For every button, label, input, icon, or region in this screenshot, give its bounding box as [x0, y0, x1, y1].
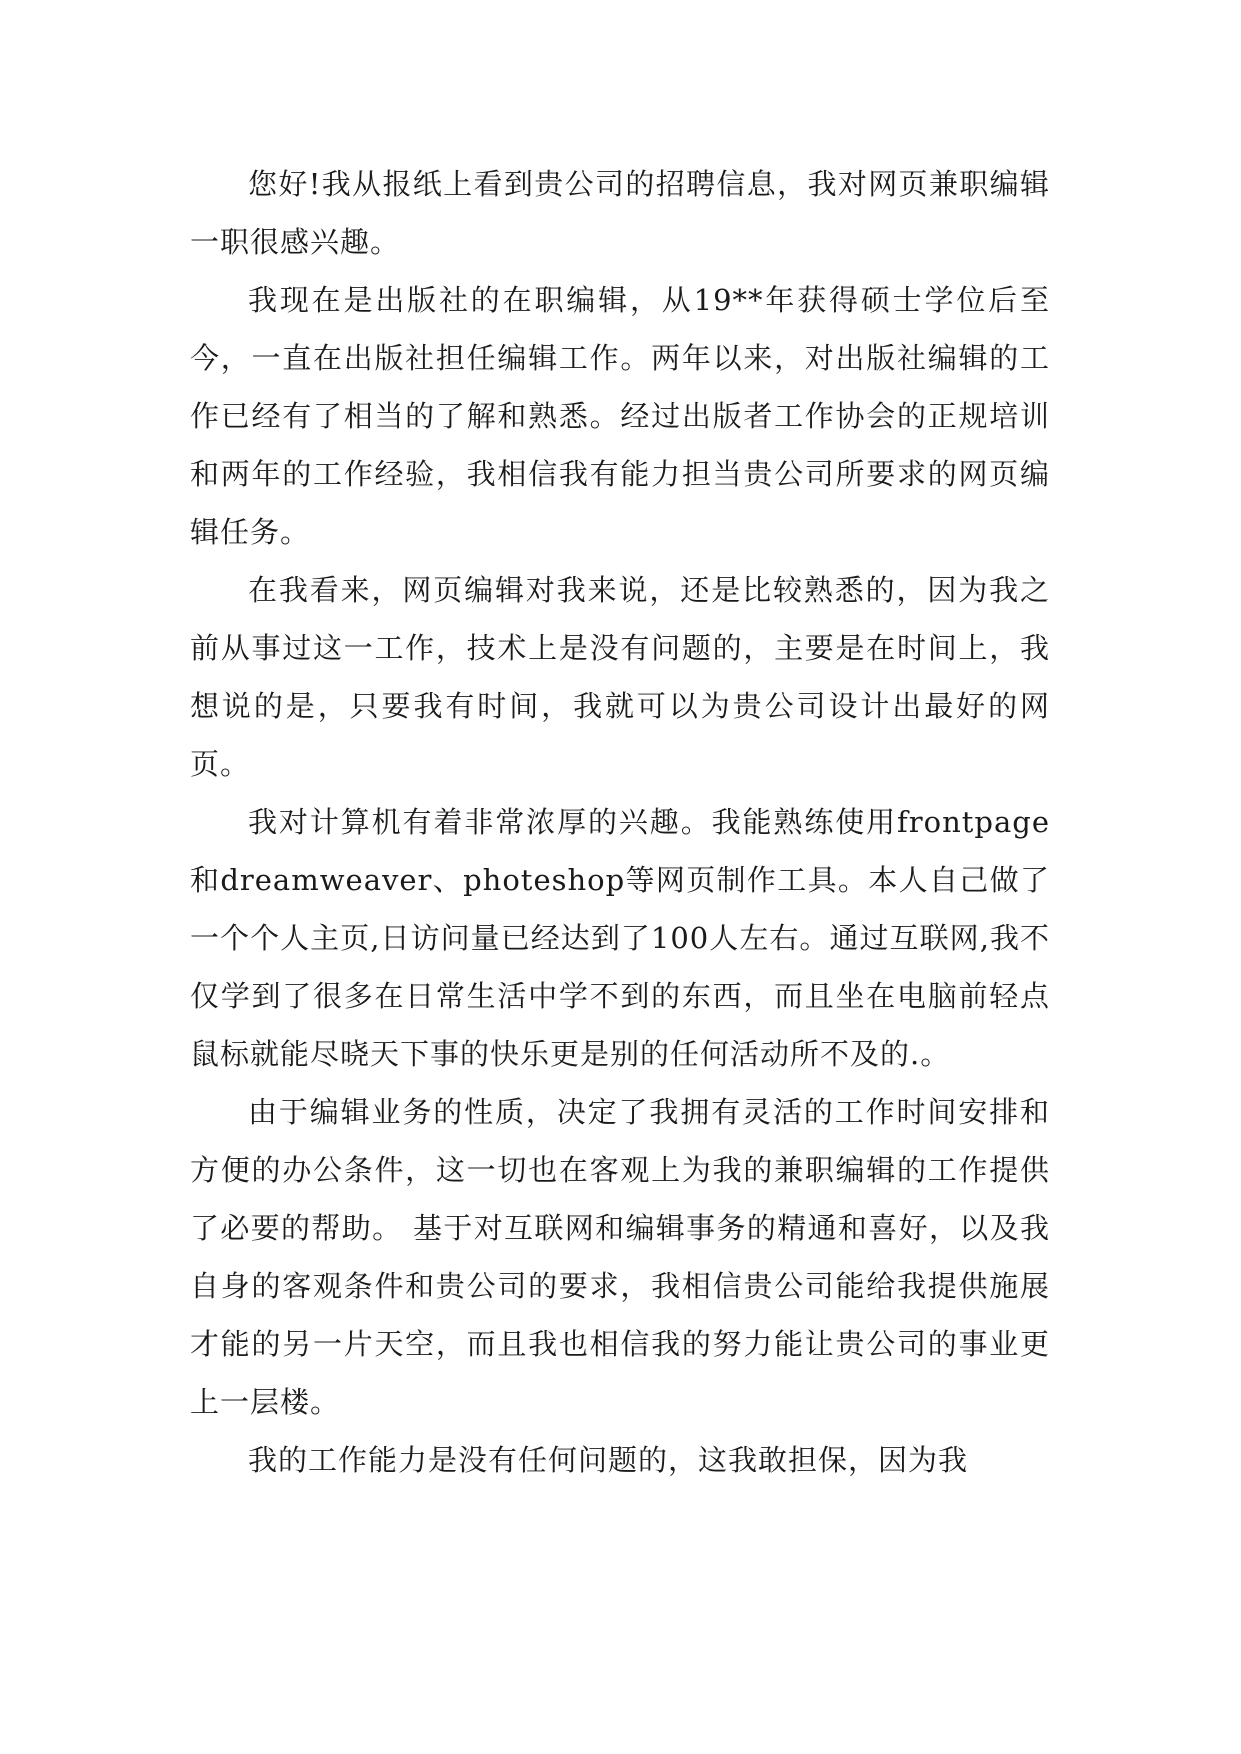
paragraph-5: 由于编辑业务的性质，决定了我拥有灵活的工作时间安排和方便的办公条件，这一切也在客观上为我的兼职编辑的工作提供了必要的帮助。 基于对互联网和编辑事务的精通和喜好，以及我自身的客观条件和贵公司的要求，我相信贵公司能给我提供施展才能的另一片天空，而且我也相信我的努力能让贵公司的事业更上一层楼。 — [190, 1095, 1050, 1419]
letter-body — [190, 155, 1050, 1489]
paragraph-6: 我的工作能力是没有任何问题的，这我敢担保，因为我 — [248, 1443, 969, 1477]
paragraph-3: 在我看来，网页编辑对我来说，还是比较熟悉的，因为我之前从事过这一工作，技术上是没有问题的，主要是在时间上，我想说的是，只要我有时间，我就可以为贵公司设计出最好的网页。 — [190, 573, 1050, 781]
paragraph-2: 我现在是出版社的在职编辑，从19**年获得硕士学位后至今，一直在出版社担任编辑工作。两年以来，对出版社编辑的工作已经有了相当的了解和熟悉。经过出版者工作协会的正规培训和两年的工作经验，我相信我有能力担当贵公司所要求的网页编辑任务。 — [190, 283, 1050, 549]
paragraph-1: 您好!我从报纸上看到贵公司的招聘信息，我对网页兼职编辑一职很感兴趣。 — [190, 167, 1050, 259]
paragraph-4: 我对计算机有着非常浓厚的兴趣。我能熟练使用frontpage和dreamweaver、photeshop等网页制作工具。本人自己做了一个个人主页,日访问量已经达到了100人左右。通过互联网,我不仅学到了很多在日常生活中学不到的东西，而且坐在电脑前轻点鼠标就能尽晓天下事的快乐更是别的任何活动所不及的.。 — [190, 805, 1050, 1071]
